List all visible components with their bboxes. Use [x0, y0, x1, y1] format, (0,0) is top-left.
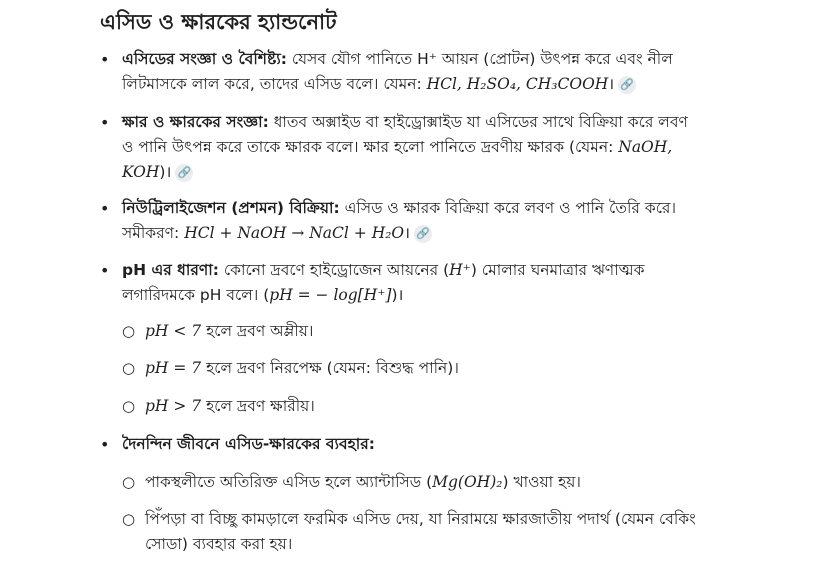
neutral-end: ।: [404, 224, 411, 242]
sub-bullet: ○: [122, 322, 136, 340]
ph-hplus-math: H⁺: [449, 261, 471, 279]
page-title: এসিড ও ক্ষারকের হ্যান্ডনোট: [100, 10, 337, 34]
bullet: •: [100, 199, 110, 218]
sub-bullet: ○: [122, 510, 136, 528]
sting-line-1: পিঁপড়া বা বিচ্ছু কামড়ালে ফরমিক এসিড দেয়, যা নিরাময়ে ক্ষারজাতীয় পদার্থ (যেমন বেকিং: [145, 510, 696, 528]
ph-acidic-text: হলে দ্রবণ অম্লীয়।: [201, 322, 314, 340]
term-neutralization: নিউট্রিলাইজেশন (প্রশমন) বিক্রিয়া:: [122, 199, 340, 217]
base-math-2: KOH: [122, 163, 160, 181]
acid-text-2: লিটমাসকে লাল করে, তাদের এসিড বলে। যেমন:: [122, 75, 427, 93]
ph-sub-item-acidic: [145, 319, 765, 344]
neutral-text-2: সমীকরণ:: [122, 224, 185, 242]
ph-neutral-math: pH = 7: [145, 359, 202, 377]
bullet: •: [100, 435, 110, 454]
ph-basic-text: হলে দ্রবণ ক্ষারীয়।: [201, 397, 315, 415]
link-icon[interactable]: 🔗: [618, 76, 636, 94]
term-acid: এসিডের সংজ্ঞা ও বৈশিষ্ট্য:: [122, 50, 287, 68]
neutral-text-1: এসিড ও ক্ষারক বিক্রিয়া করে লবণ ও পানি তৈরি করে।: [339, 199, 676, 217]
sub-bullet: ○: [122, 473, 136, 491]
list-item-acid-definition: [122, 47, 762, 97]
list-item-ph: [122, 258, 762, 308]
base-text-1: ধাতব অক্সাইড বা হাইড্রোক্সাইড যা এসিডের সাথে বিক্রিয়া করে লবণ: [268, 113, 688, 131]
ph-formula-math: pH = − log[H⁺]: [269, 286, 392, 304]
acid-end: ।: [608, 75, 615, 93]
ph-end: )।: [391, 286, 404, 304]
list-item-base-definition: [122, 110, 762, 185]
ph-sub-item-neutral: [145, 356, 765, 381]
link-icon[interactable]: 🔗: [414, 225, 432, 243]
acid-text-1: যেসব যৌগ পানিতে H⁺ আয়ন (প্রোটন) উৎপন্ন করে এবং নীল: [286, 50, 673, 68]
ph-text-2: লগারিদমকে pH বলে। (: [122, 286, 270, 304]
sub-bullet: ○: [122, 397, 136, 415]
list-item-neutralization: [122, 196, 762, 246]
usage-sub-item-sting: [145, 507, 765, 557]
bullet: •: [100, 261, 110, 280]
ph-basic-math: pH > 7: [145, 397, 202, 415]
neutral-equation-math: HCl + NaOH → NaCl + H₂O: [184, 224, 405, 242]
term-ph: pH এর ধারণা:: [122, 261, 219, 279]
usage-sub-item-antacid: [145, 470, 765, 495]
ph-text-1b: ) মোলার ঘনমাত্রার ঋণাত্মক: [470, 261, 645, 279]
sub-bullet: ○: [122, 359, 136, 377]
ph-sub-item-basic: [145, 394, 765, 419]
base-text-2: ও পানি উৎপন্ন করে তাকে ক্ষারক বলে। ক্ষার হলো পানিতে দ্রবণীয় ক্ষারক (যেমন:: [122, 138, 619, 156]
acid-examples-math: HCl, H₂SO₄, CH₃COOH: [426, 75, 609, 93]
sting-line-2: সোডা) ব্যবহার করা হয়।: [145, 535, 293, 553]
base-end: )।: [159, 163, 172, 181]
term-base: ক্ষার ও ক্ষারকের সংজ্ঞা:: [122, 113, 269, 131]
bullet: •: [100, 113, 110, 132]
antacid-text-1: পাকস্থলীতে অতিরিক্ত এসিড হলে অ্যান্টাসিড (: [145, 473, 433, 491]
base-math-1: NaOH,: [618, 138, 673, 156]
antacid-text-2: ) খাওয়া হয়।: [502, 473, 581, 491]
ph-acidic-math: pH < 7: [145, 322, 202, 340]
link-icon[interactable]: 🔗: [175, 164, 193, 182]
term-daily-use: দৈনন্দিন জীবনে এসিড-ক্ষারকের ব্যবহার:: [122, 435, 375, 453]
bullet: •: [100, 50, 110, 69]
ph-text-1a: কোনো দ্রবণে হাইড্রোজেন আয়নের (: [218, 261, 450, 279]
list-item-daily-use: [122, 432, 762, 457]
ph-neutral-text: হলে দ্রবণ নিরপেক্ষ (যেমন: বিশুদ্ধ পানি)।: [201, 359, 459, 377]
antacid-math: Mg(OH)₂: [432, 473, 503, 491]
